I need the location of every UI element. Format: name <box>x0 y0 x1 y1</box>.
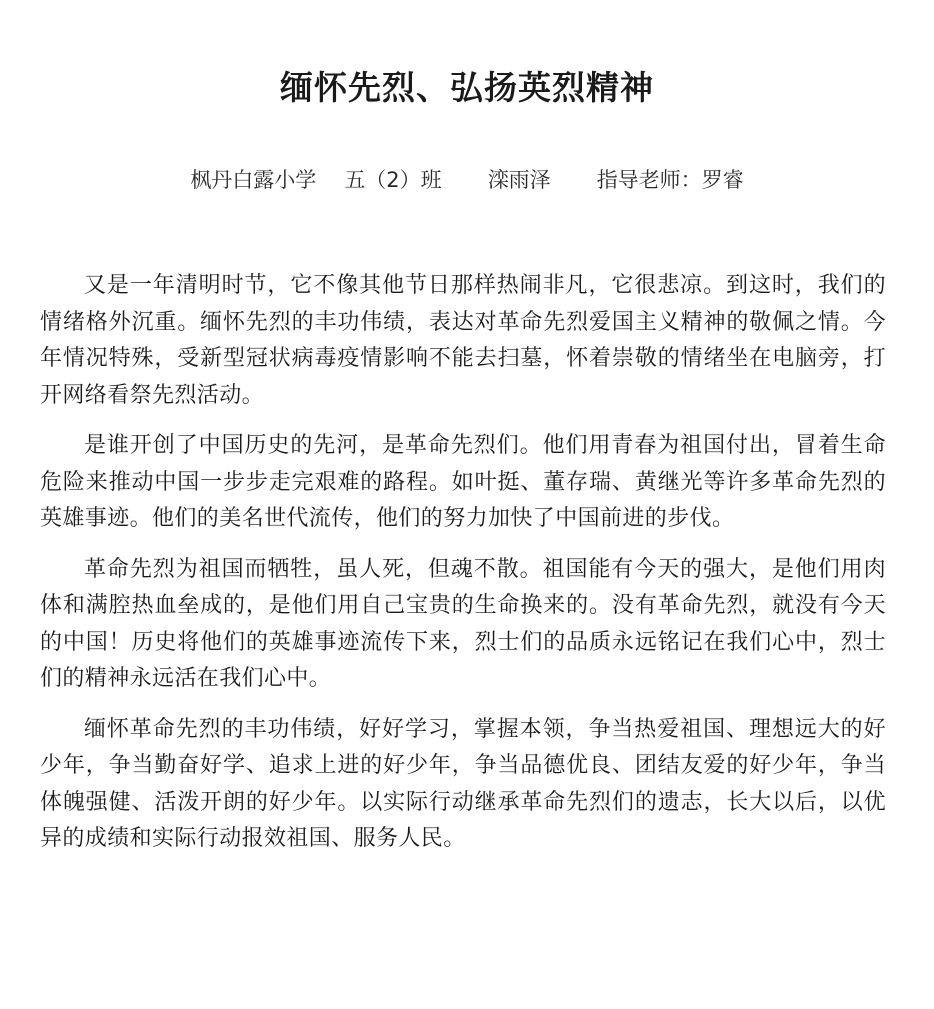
paragraph-4: 缅怀革命先烈的丰功伟绩，好好学习，掌握本领，争当热爱祖国、理想远大的好少年，争当勤奋好学、追求上进的好少年，争当品德优良、团结友爱的好少年，争当体魄强健、活泼开朗的好少年。以实际行动继承革命先烈们的遗志，长大以后，以优异的成绩和实际行动报效祖国、服务人民。 <box>40 716 886 851</box>
teacher-name: 指导老师：罗睿 <box>596 168 744 192</box>
essay-body <box>40 268 886 872</box>
document-title: 缅怀先烈、弘扬英烈精神 <box>280 68 654 107</box>
byline <box>0 162 934 198</box>
author-name: 滦雨泽 <box>487 168 551 192</box>
school-name: 枫丹白露小学 <box>190 168 317 192</box>
class-name: 五（2）班 <box>344 168 442 192</box>
paragraph-3: 革命先烈为祖国而牺牲，虽人死，但魂不散。祖国能有今天的强大，是他们用肉体和满腔热血垒成的，是他们用自己宝贵的生命换来的。没有革命先烈，就没有今天的中国！历史将他们的英雄事迹流传下来，烈士们的品质永远铭记在我们心中，烈士们的精神永远活在我们心中。 <box>40 556 886 691</box>
paragraph-2: 是谁开创了中国历史的先河，是革命先烈们。他们用青春为祖国付出，冒着生命危险来推动中国一步步走完艰难的路程。如叶挺、董存瑞、黄继光等许多革命先烈的英雄事迹。他们的美名世代流传，他们的努力加快了中国前进的步伐。 <box>40 433 886 531</box>
paragraph-1: 又是一年清明时节，它不像其他节日那样热闹非凡，它很悲凉。到这时，我们的情绪格外沉重。缅怀先烈的丰功伟绩，表达对革命先烈爱国主义精神的敬佩之情。今年情况特殊，受新型冠状病毒疫情影响不能去扫墓，怀着崇敬的情绪坐在电脑旁，打开网络看祭先烈活动。 <box>40 273 886 408</box>
